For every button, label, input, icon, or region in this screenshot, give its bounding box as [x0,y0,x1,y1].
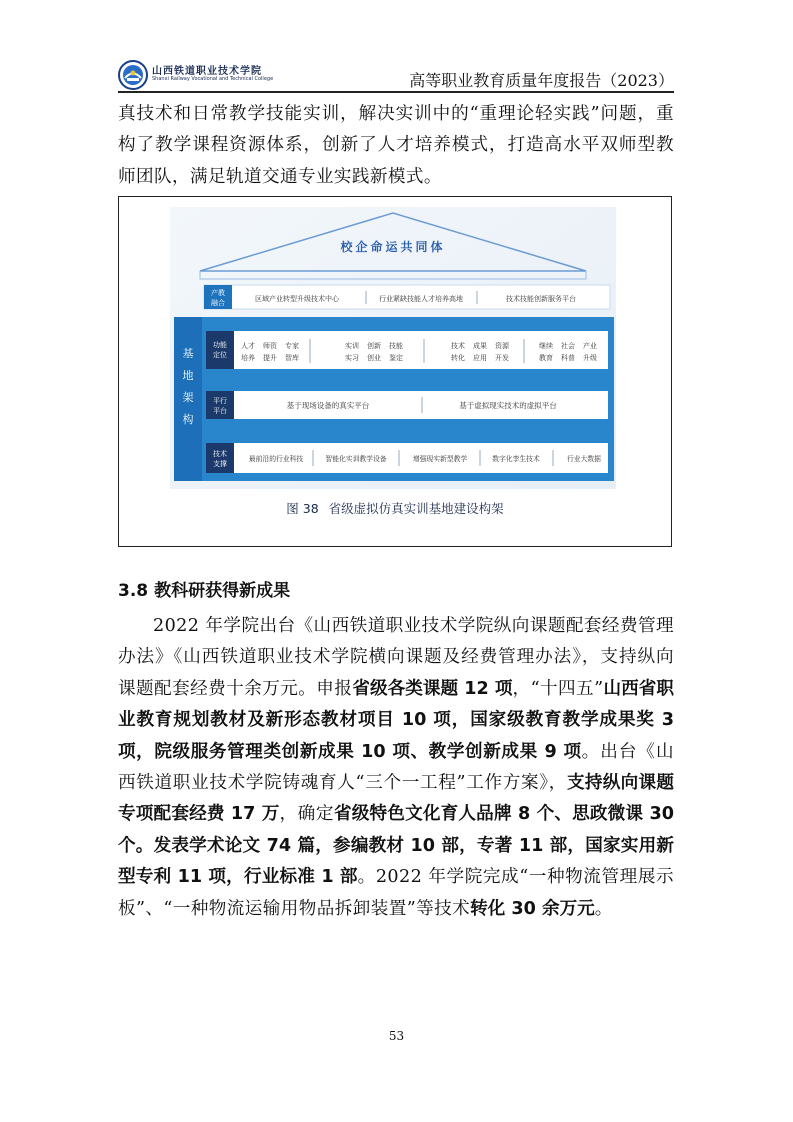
row2-item: 创业 [367,354,381,362]
school-name-en: Shanxi Railway Vocational and Technical College [152,76,274,82]
row2-item: 提升 [263,354,277,362]
row1-label-top: 产教 [211,289,225,297]
figure-title: 省级虚拟仿真实训基地建设构架 [328,501,504,516]
row2-item: 智库 [285,354,299,362]
row2-item: 实习 [345,354,359,362]
row2-item: 师资 [263,342,277,350]
row4-label-box [206,443,234,473]
school-logo-icon [118,60,148,90]
body-text-run: 。出台《山西铁道职业技术学院铸魂育人“三个一工程”工作方案》， [118,741,674,794]
body-text-run: 。2022 年学院完成“一种物流管理展示板”、“一种物流运输用物品拆卸装置”等技术 [118,867,674,919]
row-function-positioning [206,331,608,369]
base-architecture-diagram [170,207,616,489]
body-bold-run: 转化 30 余万元 [470,898,595,919]
row2-item: 社会 [561,342,575,350]
row4-item: 行业大数据 [567,455,601,463]
side-label-char: 构 [182,413,194,426]
body-text-run: ，确定 [279,804,335,825]
row2-item: 成果 [473,342,487,350]
figure-number: 图 38 [286,501,319,516]
row1-label-bottom: 融合 [211,299,225,307]
page-number: 53 [388,1029,405,1043]
row2-item: 科普 [561,354,575,362]
row2-item: 人才 [241,342,255,350]
row1-item: 区域产业转型升级技术中心 [255,295,339,303]
page-header [118,52,674,92]
body-bold-run: 省级各类课题 12 项 [352,678,513,699]
row4-item: 最前沿的行业科技 [248,455,304,463]
row3-label-top: 平行 [213,397,227,405]
row2-item: 实训 [345,342,359,350]
figure-frame [118,196,672,547]
row2-item: 鉴定 [389,354,403,362]
body-bold-run: 山西省职业教育规划教材及新形态教材项目 10 项，国家级教育教学成果奖 3 项，院级服务管理类创新成果 10 项、教学创新成果 9 项 [118,678,674,762]
section-heading [118,576,296,601]
section-title: 教科研获得新成果 [154,581,291,601]
row2-item: 开发 [495,354,509,362]
body-paragraph [118,611,674,925]
row3-item: 基于虚拟现实技术的虚拟平台 [459,401,557,410]
row1-item: 技术技能创新服务平台 [506,295,576,303]
section-number: 3.8 [118,581,149,601]
row2-item: 资源 [495,342,509,350]
row2-item: 培养 [241,354,255,362]
row2-label-box [206,331,234,369]
side-label-char: 架 [182,391,194,404]
body-text-run: 。 [594,898,613,919]
row2-item: 教育 [539,354,553,362]
side-label-char: 地 [182,369,194,382]
body-bold-run: 省级特色文化育人品牌 8 个、思政微课 30 个。发表学术论文 74 篇，参编教材 10 部，专著 11 部，国家实用新型专利 11 项，行业标准 1 部 [118,804,674,888]
row4-label-top: 技术 [213,450,227,458]
row3-label-bottom: 平台 [213,407,227,415]
body-bold-run: 支持纵向课题专项配套经费 17 万 [118,773,674,825]
row2-item: 应用 [473,354,487,362]
row2-item: 产业 [583,342,597,350]
body-text-run: 2022 年学院出台《山西铁道职业技术学院纵向课题配套经费管理办法》《山西铁道职业技术学院横向课题及经费管理办法》，支持纵向课题配套经费十余万元。申报 [118,616,674,699]
figure-caption [119,499,671,517]
row2-item: 转化 [451,354,465,362]
row2-item: 创新 [367,342,381,350]
roof-label: 校企命运共同体 [340,240,446,254]
row2-item: 升级 [583,354,597,362]
row2-item: 继续 [539,342,553,350]
side-label-char: 基 [182,347,194,360]
row3-item: 基于现场设备的真实平台 [286,401,370,410]
report-title: 高等职业教育质量年度报告（2023） [409,71,674,90]
row4-item: 智能化实训教学设备 [325,455,387,463]
header-rule [118,91,674,93]
row4-item: 增强现实新型教学 [412,455,468,463]
row2-item: 专家 [285,342,299,350]
row2-label-top: 功能 [213,341,227,349]
school-name-cn: 山西铁道职业技术学院 [152,66,262,77]
row4-label-bottom: 支撑 [213,460,227,468]
row2-label-bottom: 定位 [213,351,227,359]
intro-paragraph: 真技术和日常教学技能实训，解决实训中的“重理论轻实践”问题，重构了教学课程资源体系，创新了人才培养模式，打造高水平双师型教师团队，满足轨道交通专业实践新模式。 [118,104,674,187]
row1-item: 行业紧缺技能人才培养高地 [379,295,463,303]
row2-item: 技术 [451,342,465,350]
row2-item: 技能 [389,342,403,350]
body-text-run: ，“十四五” [512,678,604,699]
row4-item: 数字化孪生技术 [492,455,540,463]
